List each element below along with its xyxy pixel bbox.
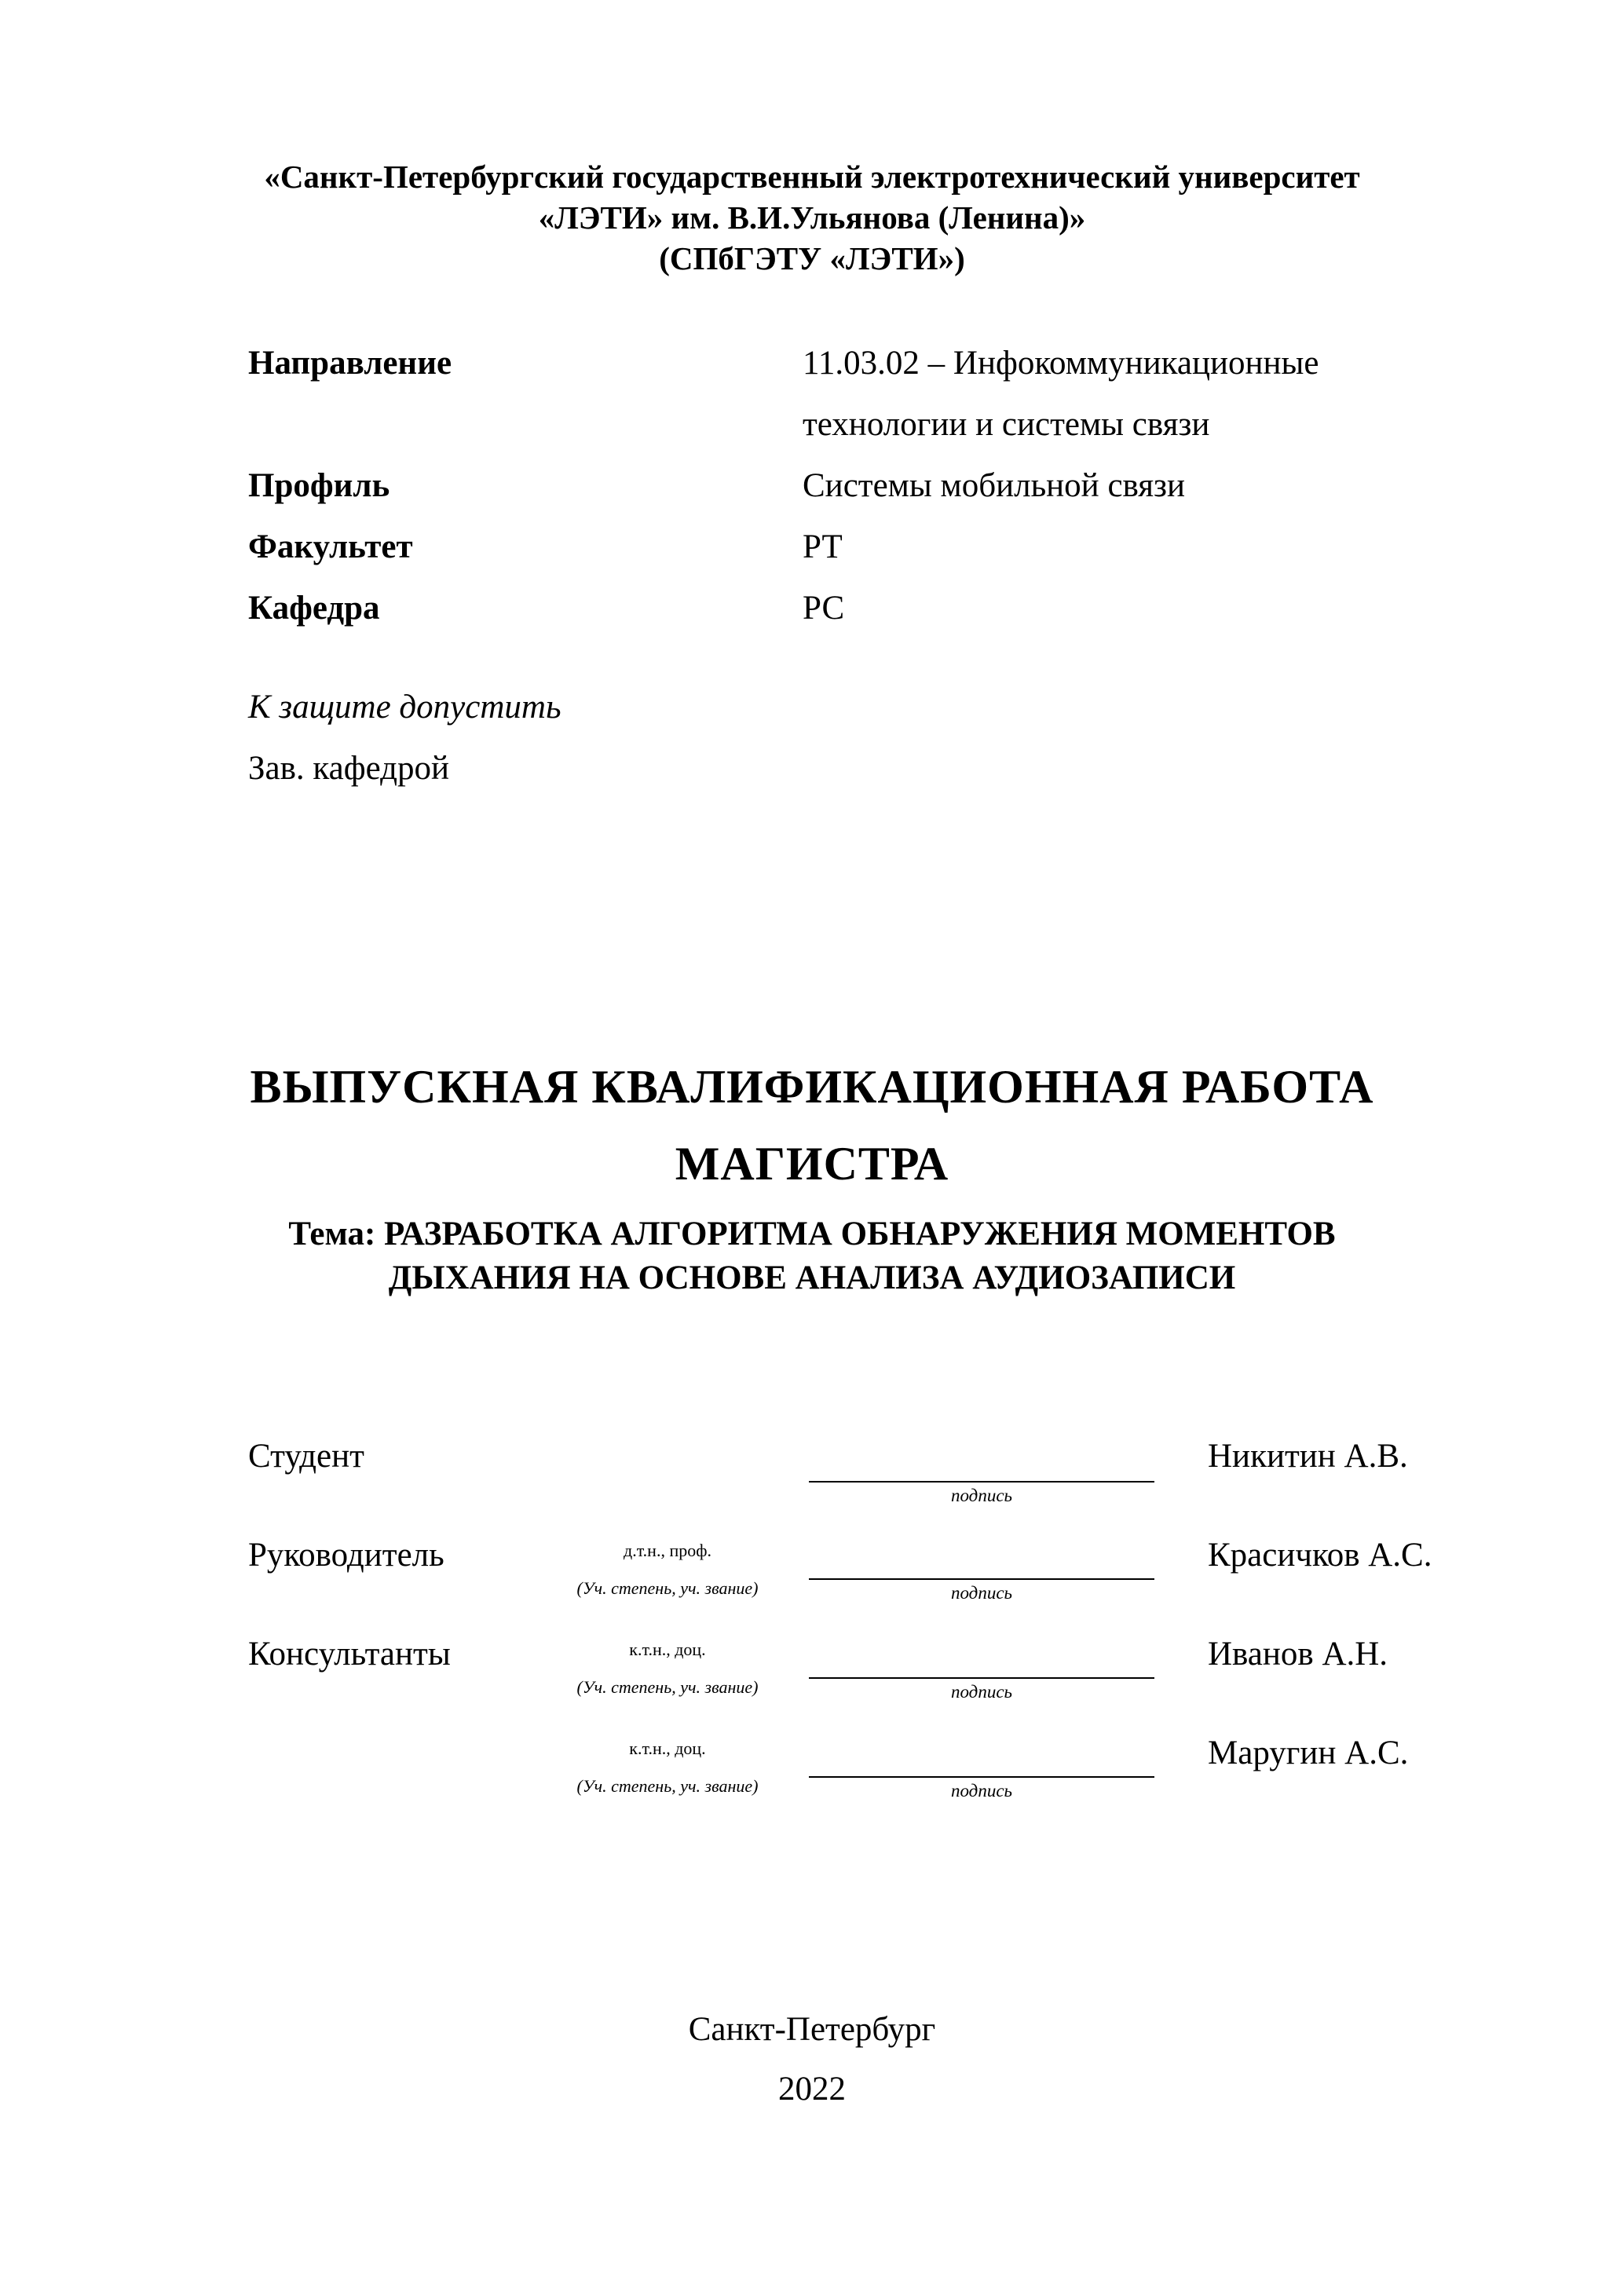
consultant2-degree: к.т.н., доц. [629, 1738, 706, 1758]
supervisor-name: Красичков А.С. [1208, 1537, 1432, 1574]
student-label: Студент [248, 1438, 364, 1475]
work-title-line1: ВЫПУСКНАЯ КВАЛИФИКАЦИОННАЯ РАБОТА [250, 1061, 1374, 1113]
consultant1-degree-caption: (Уч. степень, уч. звание) [576, 1677, 759, 1697]
university-name-line2: «ЛЭТИ» им. В.И.Ульянова (Ленина)» [538, 199, 1086, 236]
consultant2-name: Маругин А.С. [1208, 1735, 1409, 1771]
direction-value: 11.03.02 – Инфокоммуникационные [803, 345, 1319, 382]
supervisor-degree-caption: (Уч. степень, уч. звание) [576, 1578, 759, 1598]
profile-label: Профиль [248, 467, 390, 504]
direction-label: Направление [248, 345, 452, 382]
supervisor-label: Руководитель [248, 1537, 444, 1574]
student-name: Никитин А.В. [1208, 1438, 1408, 1475]
work-title-line2: МАГИСТРА [675, 1138, 949, 1190]
topic-line2: ДЫХАНИЯ НА ОСНОВЕ АНАЛИЗА АУДИОЗАПИСИ [388, 1260, 1236, 1296]
department-value: РС [803, 590, 845, 627]
supervisor-signature-caption: подпись [950, 1583, 1012, 1603]
direction-value-cont: технологии и системы связи [803, 406, 1210, 443]
university-name-line1: «Санкт-Петербургский государственный электротехнический университет [264, 159, 1360, 195]
consultant2-signature-caption: подпись [950, 1781, 1012, 1801]
profile-value: Системы мобильной связи [803, 467, 1186, 504]
department-label: Кафедра [248, 590, 380, 627]
supervisor-degree: д.т.н., проф. [624, 1541, 711, 1560]
head-of-department-label: Зав. кафедрой [248, 750, 450, 787]
consultant2-degree-caption: (Уч. степень, уч. звание) [576, 1776, 759, 1796]
faculty-value: РТ [803, 528, 843, 565]
admission-text: К защите допустить [248, 689, 561, 726]
faculty-label: Факультет [248, 528, 413, 565]
student-signature-caption: подпись [950, 1486, 1012, 1505]
consultant1-name: Иванов А.Н. [1208, 1636, 1388, 1673]
consultant1-signature-caption: подпись [950, 1682, 1012, 1702]
consultant1-degree: к.т.н., доц. [629, 1640, 706, 1659]
university-abbreviation: (СПбГЭТУ «ЛЭТИ») [659, 240, 965, 276]
consultants-label: Консультанты [248, 1636, 451, 1673]
supervisor-signature-line [809, 1578, 1154, 1580]
consultant2-signature-line [809, 1776, 1154, 1778]
year: 2022 [778, 2071, 846, 2108]
student-signature-line [809, 1481, 1154, 1483]
consultant1-signature-line [809, 1677, 1154, 1679]
city: Санкт-Петербург [688, 2011, 936, 2048]
topic-line1: Тема: РАЗРАБОТКА АЛГОРИТМА ОБНАРУЖЕНИЯ МОМЕНТОВ [288, 1216, 1336, 1252]
